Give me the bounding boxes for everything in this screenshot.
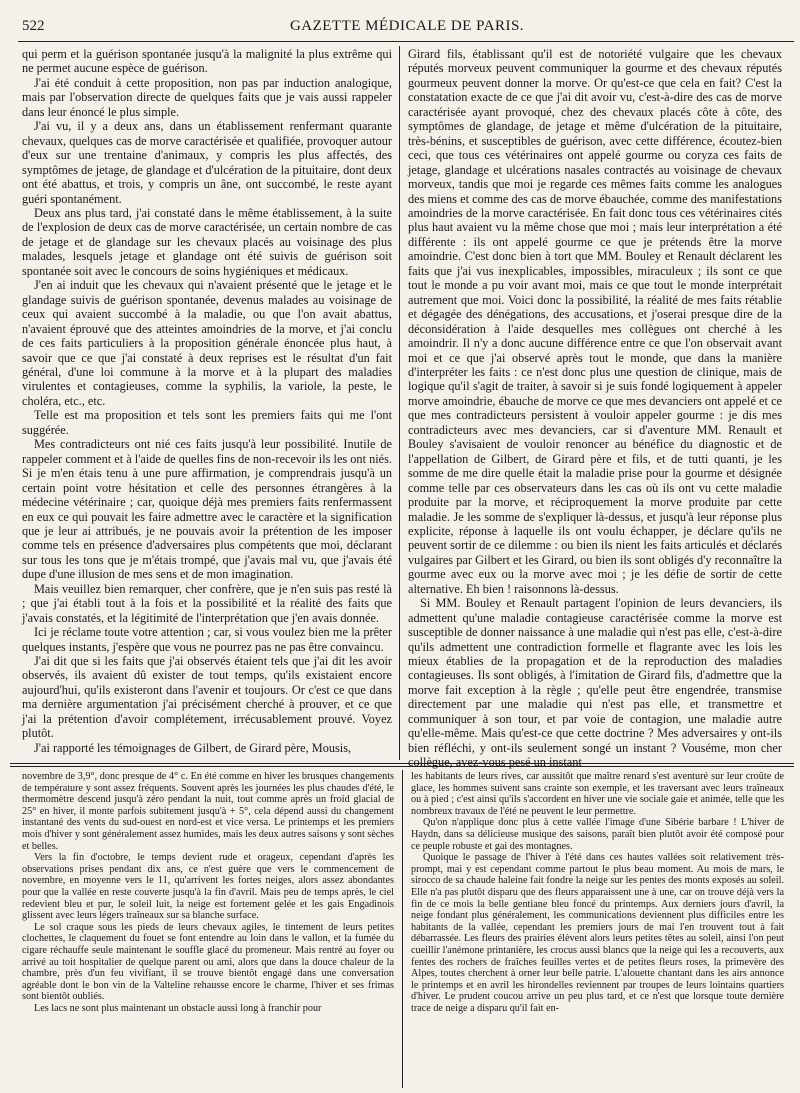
- lower-left-column: [22, 771, 394, 1089]
- upper-right-column: [408, 47, 782, 770]
- column-divider-upper: [399, 46, 400, 760]
- paragraph: Deux ans plus tard, j'ai constaté dans le même établissement, à la suite de l'explosion de deux cas de morve caractérisée, un certain nombre de cas de jetage et de glandage sur les chevaux placés au voisinage des plus malades, lesquels jetage et glandage ont été suivis de guérison soit spontanée soit avec le concours de soins hygiéniques et médicaux.: [22, 205, 392, 278]
- paragraph: Le sol craque sous les pieds de leurs chevaux agiles, le tintement de leurs petites clochettes, le claquement du fouet se font entendre au loin dans le vallon, et la fumée du cigare réchauffe seule maintenant le souffle glacé du promeneur. Mais rentré au foyer ou arrivé au toit hospitalier de quelque parent ou ami, alors que dans la douce chaleur de la chambre, près d'un feu vivifiant, il se trouve bientôt engagé dans une conversation agréable dont le bon vin de la Valteline rehausse encore le charme, l'hiver et ses frimas sont bientôt oubliés.: [22, 921, 394, 1003]
- paragraph: J'ai dit que si les faits que j'ai observés étaient tels que j'ai dit les avoir observés, ils avaient dû exister de tout temps, qu'ils existaient encore aujourd'hui, qu'ils existeront dans l'avenir et toujours. Or c'est ce que dans ma dernière argumentation j'ai précisément cherché à prouver, et ce que j'ai la prétention d'avoir complétement, irrécusablement prouvé. Voyez plutôt.: [22, 654, 392, 741]
- paragraph: J'ai rapporté les témoignages de Gilbert, de Girard père, Mousis,: [34, 740, 352, 755]
- column-divider-lower: [402, 770, 403, 1088]
- paragraph: J'ai été conduit à cette proposition, non pas par induction analogique, mais par l'observation directe de quelques faits que je vais aussi rappeler dans leur énoncé le plus simple.: [22, 75, 392, 119]
- paragraph: J'ai vu, il y a deux ans, dans un établissement renfermant quarante chevaux, quelques cas de morve caractérisée et qualifiée, provoquer autour d'eux sur une trentaine d'animaux, y compris les plus affectés, des symptômes de jetage, de glandage et d'ulcération de la pituitaire, dont deux ont été abattus, et trois, y compris un âne, ont succombé, le reste ayant guéri spontanément.: [22, 119, 392, 206]
- paragraph: Ici je réclame toute votre attention ; car, si vous voulez bien me la prêter quelques instants, j'espère que vous ne pourrez pas ne pas être convaincu.: [22, 625, 392, 654]
- page-header: [22, 18, 792, 40]
- paragraph: Si MM. Bouley et Renault partagent l'opinion de leurs devanciers, ils admettent qu'une maladie contagieuse caractérisée comme la morve est susceptible de donner naissance à une maladie qui n'est pas elle, c'est-à-dire qu'ils admettent une contradiction formelle et flagrante avec les lois les mieux établies de la propagation et de la reproduction des maladies contagieuses. Ils sont obligés, à l'imitation de Girard fils, d'admettre que la morve fait exception à la règle ; qu'elle peut être engendrée, transmise directement par une maladie qui n'est pas elle, et transmettre et communiquer à son tour, et par voie de contagion, une maladie autre qu'elle-même. Mais qu'est-ce que cette doctrine ? Mes adversaires y ont-ils bien réfléchi, y ont-ils seulement songé un instant ? Vouséme, mon cher collègue, avez-vous pesé un instant: [408, 596, 782, 770]
- page-number: 522: [22, 18, 45, 34]
- paragraph: J'en ai induit que les chevaux qui n'avaient présenté que le jetage et le glandage suivis de guérison spontanée, devenus malades au voisinage de ceux qui avaient succombé à la maladie, ou que l'on avait abattus, n'avaient éprouvé que des atteintes amoindries de la morve, et j'ai conclu de ces faits particuliers à la proposition générale énoncée plus haut, à savoir que ce que j'ai constaté à deux reprises est le résultat d'un fait général, d'une loi commune à la morve et à la plupart des maladies virulentes et contagieuses, comme la syphilis, la variole, la peste, le choléra, etc., etc.: [22, 278, 392, 408]
- paragraph: Girard fils, établissant qu'il est de notoriété vulgaire que les chevaux réputés morveux peuvent communiquer la gourme et des chevaux réputés gourmeux peuvent donner la morve. Or qu'est-ce que cela en fait? C'est la constatation exacte de ce que j'ai dit avoir vu, c'est-à-dire des cas de morve caractérisée ayant provoqué, chez des chevaux placés côte à côte, des symptômes de glandage, de jetage et même d'ulcération de la pituitaire, très-bénins, et susceptibles de guérison, avec cette différence, écoutez-bien ceci, que tous ces vétérinaires ont appelé gourme ou coryza ces faits de jetage, glandage et ulcérations nasales contractés au voisinage de chevaux morveux, tandis que moi je regarde ces mêmes faits comme les analogues des miens et comme des cas de morve ébauchée, comme des manifestations amoindries de la morve caractérisée. En fait donc tous ces vétérinaires cités plus haut avaient vu la même chose que moi ; mais leur interprétation a été différente : ils ont appelé gourme ce que je prétends être la morve amoindrie. C'est donc bien à tort que MM. Bouley et Renault déclarent les faits que j'ai vus inexplicables, impossibles, miraculeux ; ils sont ce que tout le monde a pu voir avant moi, mais ce que tout le monde interprétait autrement que moi. Voici donc la possibilité, la réalité de mes faits rétablie et dégagée des dénégations, des accusations, et j'oserai presque dire de la déconsidération à l'aide desquelles mes collègues ont cherché à les amoindrir. Il n'y a donc aucune différence entre ce que l'on observait avant moi et ce que j'ai observé après tout le monde, que dans la manière d'interpréter les faits : ce n'est donc plus une question de clinique, mais de logique qu'il s'agit de traiter, à savoir si je suis fondé logiquement à appeler morve amoindrie, ébauche de morve ce que mes devanciers ont appelé et ce que mes contradicteurs persistent à vouloir appeler gourme : je dis mes contradicteurs avec mes devanciers, car si d'aventure MM. Renault et Bouley s'avisaient de vouloir renoncer au bénéfice du diagnostic et de l'appellation de Gilbert, de Girard père et fils, et de tutti quanti, je les somme de me dire quelle était la maladie prise pour la gourme et désignée comme telle par ces observateurs dans les cas où ils ont vu cette maladie produite par la morve, et réciproquement la morve produite par cette maladie. Je les somme de s'expliquer là-dessus, et jusqu'à leur réponse plus explicite, réponse à laquelle ils ont voulu échapper, je déclare qu'ils ne peuvent sortir de ce dilemme : ou bien ils nient les faits articulés et déclarés vulgaires par Gilbert et les Girard, ou bien ils sont obligés d'y reconnaître la gourme avec eux ou la morve avec moi ; je les défie de sortir de cette alternative. Eh bien ! raisonnons là-dessus.: [408, 47, 782, 596]
- paragraph: Quoique le passage de l'hiver à l'été dans ces hautes vallées soit relativement très-prompt, mai y est cependant comme partout le plus beau moment. Au mois de mars, le sirocco de sa chaude haleine fait fondre la neige sur les pentes des monts exposés au soleil. Elle n'a pas plutôt disparu que des fleurs apparaissent une à une, car on trouve déjà vers la fin de ce mois la belle gentiane bleu foncé du printemps. Aux derniers jours d'avril, la neige fondant plus généralement, les communications deviennent plus difficiles entre les habitants de la vallée, cependant les premiers jours de mai l'en trouvent tout à fait débarrassée. Les fleurs des prairies élèvent alors leurs petites têtes au soleil, ainsi l'on peut cueillir l'anémone printanière, les crocus aussi blancs que la neige qui les a recouverts, aux fentes des rochers de fraîches feuilles vertes et de petites fleurs roses, la primevère des Alpes, toutes cherchent à orner leur belle patrie. L'alouette chantant dans les airs annonce le printemps et en avril les hirondelles reviennent par troupes de leurs lointains quartiers d'hiver. Le prudent coucou arrive un peu plus tard, et ce n'est que lorsque toute dernière trace de neige a disparu qu'il fait en-: [411, 852, 784, 1014]
- paragraph: les habitants de leurs rives, car aussitôt que maître renard s'est aventuré sur leur croûte de glace, les hommes suivent sans crainte son exemple, et les traversant avec leurs traîneaux ou à pied ; c'est ainsi qu'ils s'accordent en hiver une vie sociale gaie et animée, telle que les nombreux travaux de l'été ne peuvent le leur permettre.: [411, 771, 784, 817]
- paragraph: Les lacs ne sont plus maintenant un obstacle aussi long à franchir pour: [34, 1002, 322, 1014]
- upper-left-column: [22, 47, 392, 759]
- paragraph: Mais veuillez bien remarquer, cher confrère, que je n'en suis pas resté là ; que j'ai établi tout à la fois et la possibilité et la réalité des faits que j'avais constatés, et la légitimité de l'interprétation que j'en avais donnée.: [22, 581, 392, 625]
- paragraph: Mes contradicteurs ont nié ces faits jusqu'à leur possibilité. Inutile de rappeler comment et à l'aide de quelles fins de non-recevoir ils les ont niés. Si je m'en étais tenu à une pure affirmation, je comprendrais jusqu'à un certain point votre hésitation et celle des personnes étrangères à la médecine vétérinaire ; car, quoique déjà mes premiers faits renfermassent en eux ce qui pouvait les faire admettre avec le caractère et la signification que je leur ai attribués, je ne pouvais avoir la prétention de les imposer comme tels en présence d'adversaires plus compétents que moi, déclarant sur tous les tons que je m'étais trompé, que j'avais mal vu, que j'avais été dupe d'une illusion de mes sens et de mon imagination.: [22, 437, 392, 582]
- header-rule: [18, 41, 794, 42]
- running-title: GAZETTE MÉDICALE DE PARIS.: [289, 18, 525, 34]
- lower-right-column: [411, 771, 784, 1089]
- paragraph: novembre de 3,9°, donc presque de 4° c. En été comme en hiver les brusques changements de température y sont assez fréquents. Souvent après les journées les plus chaudes d'été, le thermomètre descend jusqu'à zéro pendant la nuit, tout comme après un froid glacial de 25° en hiver, il monte parfois subitement jusqu'à + 5°, cela dépend aussi du changement instantané des vents du sud-ouest en nord-est et vice versa. Le printemps et les premiers mois d'hiver y sont généralement assez humides, mais les deux autres saisons y sont sèches et belles.: [22, 771, 394, 852]
- paragraph: Telle est ma proposition et tels sont les premiers faits qui me l'ont suggérée.: [22, 408, 392, 437]
- paragraph: qui perm et la guérison spontanée jusqu'à la malignité la plus extrême qui ne permet aucune espèce de guérison.: [22, 47, 392, 76]
- paragraph: Qu'on n'applique donc plus à cette vallée l'image d'une Sibérie barbare ! L'hiver de Haydn, dans sa délicieuse musique des saisons, paraît bien plutôt avoir été composé pour ce peuple robuste et gai des montagnes.: [411, 817, 784, 852]
- paragraph: Vers la fin d'octobre, le temps devient rude et orageux, cependant d'après les observations prises pendant dix ans, ce n'est guère que vers le commencement de novembre, en moyenne vers le 11, qu'arrivent les fortes neiges, alors assez abondantes pour que la vallée en reste couverte jusqu'à la fin d'avril. Mais peu de temps après, le ciel redevient bleu et pur, le soleil luit, la neige est fortement gelée et les gais Engadinois glissent avec leurs légers traîneaux sur sa blanche surface.: [22, 852, 394, 922]
